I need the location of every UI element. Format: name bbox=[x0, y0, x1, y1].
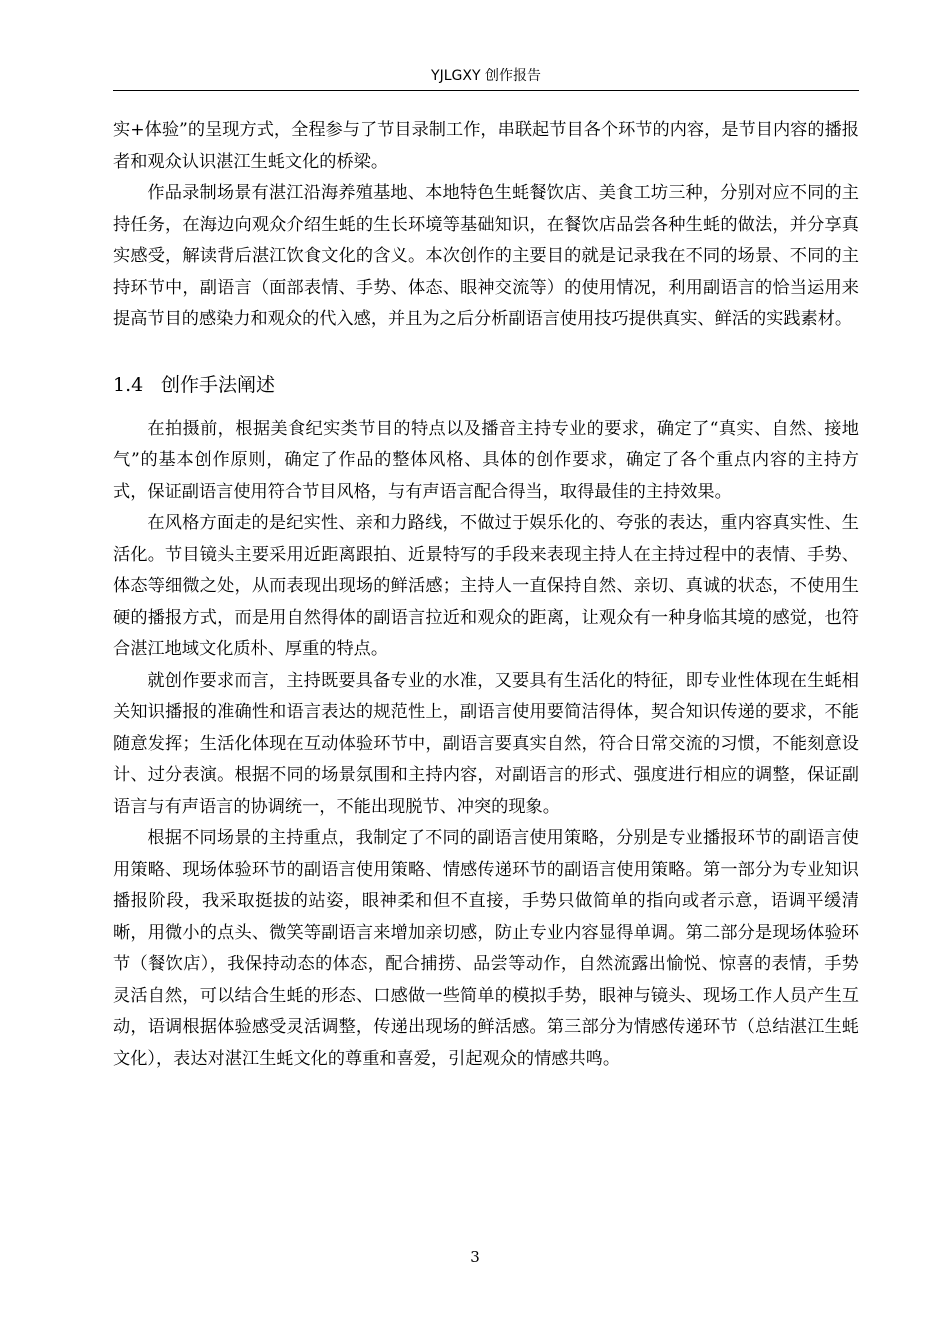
paragraph: 在风格方面走的是纪实性、亲和力路线，不做过于娱乐化的、夸张的表达，重内容真实性、生活化。节目镜头主要采用近距离跟拍、近景特写的手段来表现主持人在主持过程中的表情、手势、体态等细微之处，从而表现出现场的鲜活感；主持人一直保持自然、亲切、真诚的状态，不使用生硬的播报方式，而是用自然得体的副语言拉近和观众的距离，让观众有一种身临其境的感觉，也符合湛江地域文化质朴、厚重的特点。 bbox=[113, 513, 859, 659]
paragraph: 根据不同场景的主持重点，我制定了不同的副语言使用策略，分别是专业播报环节的副语言使用策略、现场体验环节的副语言使用策略、情感传递环节的副语言使用策略。第一部分为专业知识播报阶段，我采取挺拔的站姿，眼神柔和但不直接，手势只做简单的指向或者示意，语调平缓清晰，用微小的点头、微笑等副语言来增加亲切感，防止专业内容显得单调。第二部分是现场体验环节（餐饮店），我保持动态的体态，配合捕捞、品尝等动作，自然流露出愉悦、惊喜的表情，手势灵活自然，可以结合生蚝的形态、口感做一些简单的模拟手势，眼神与镜头、现场工作人员产生互动，语调根据体验感受灵活调整，传递出现场的鲜活感。第三部分为情感传递环节（总结湛江生蚝文化），表达对湛江生蚝文化的尊重和喜爱，引起观众的情感共鸣。 bbox=[113, 828, 859, 1069]
paragraph: 就创作要求而言，主持既要具备专业的水准，又要具有生活化的特征，即专业性体现在生蚝相关知识播报的准确性和语言表达的规范性上，副语言使用要简洁得体，契合知识传递的要求，不能随意发挥；生活化体现在互动体验环节中，副语言要真实自然，符合日常交流的习惯，不能刻意设计、过分表演。根据不同的场景氛围和主持内容，对副语言的形式、强度进行相应的调整，保证副语言与有声语言的协调统一，不能出现脱节、冲突的现象。 bbox=[113, 670, 859, 817]
section-number: 1.4 bbox=[113, 373, 144, 396]
page-number: 3 bbox=[470, 1248, 480, 1266]
running-header: YJLGXY 创作报告 bbox=[431, 68, 541, 84]
paragraph: 作品录制场景有湛江沿海养殖基地、本地特色生蚝餐饮店、美食工坊三种，分别对应不同的主持任务，在海边向观众介绍生蚝的生长环境等基础知识，在餐饮店品尝各种生蚝的做法，并分享真实感受，解读背后湛江饮食文化的含义。本次创作的主要目的就是记录我在不同的场景、不同的主持环节中，副语言（面部表情、手势、体态、眼神交流等）的使用情况，利用副语言的恰当运用来提高节目的感染力和观众的代入感，并且为之后分析副语言使用技巧提供真实、鲜活的实践素材。 bbox=[113, 183, 859, 329]
paragraph: 实+体验”的呈现方式，全程参与了节目录制工作，串联起节目各个环节的内容，是节目内容的播报者和观众认识湛江生蚝文化的桥梁。 bbox=[113, 120, 859, 172]
section-heading bbox=[113, 370, 859, 400]
page-body bbox=[113, 115, 859, 1075]
paragraph: 在拍摄前，根据美食纪实类节目的特点以及播音主持专业的要求，确定了“真实、自然、接地气”的基本创作原则，确定了作品的整体风格、具体的创作要求，确定了各个重点内容的主持方式，保证副语言使用符合节目风格，与有声语言配合得当，取得最佳的主持效果。 bbox=[113, 418, 859, 502]
section-title: 创作手法阐述 bbox=[161, 373, 276, 396]
header-divider bbox=[113, 90, 859, 91]
